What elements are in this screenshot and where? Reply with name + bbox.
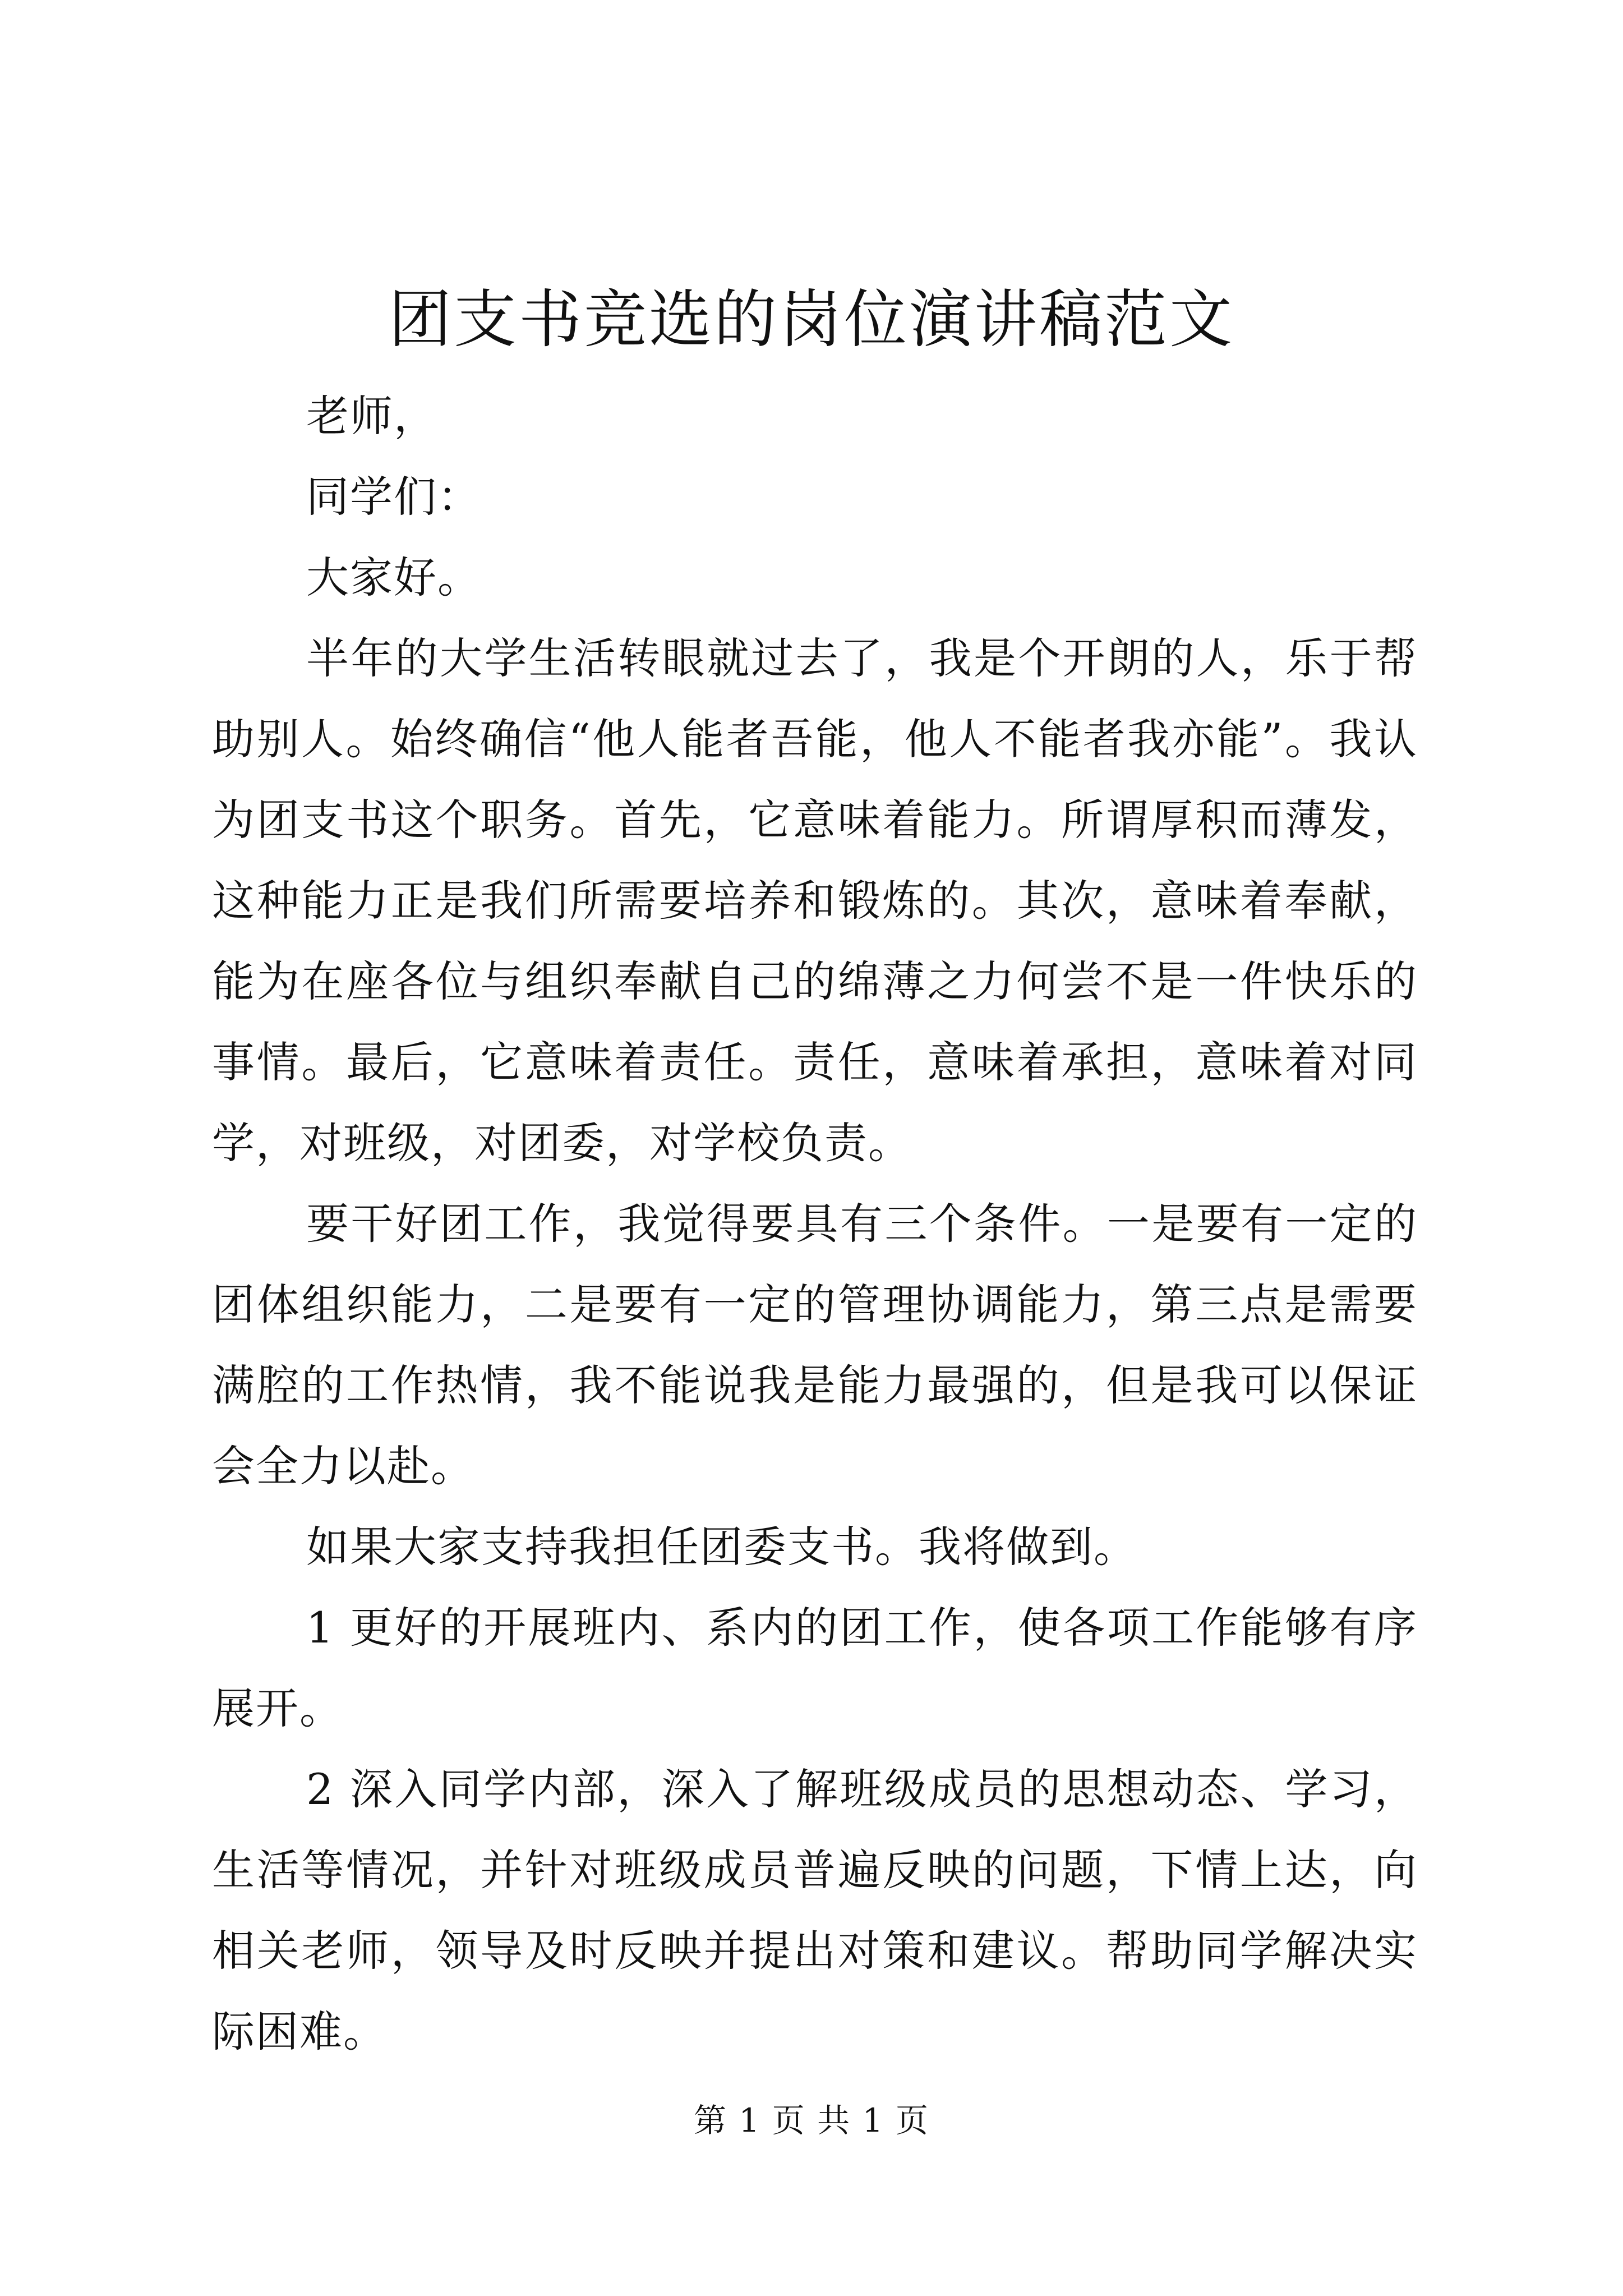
- greeting-everyone: 大家好。: [306, 553, 481, 602]
- document-body: [212, 376, 1418, 2072]
- paragraph-conditions: 要干好团工作，我觉得要具有三个条件。一是要有一定的团体组织能力，二是要有一定的管理协调能力，第三点是需要满腔的工作热情，我不能说我是能力最强的，但是我可以保证会全力以赴。: [212, 1199, 1418, 1491]
- greeting-classmates: 同学们：: [306, 472, 481, 522]
- pledge-item-2: 2 深入同学内部，深入了解班级成员的思想动态、学习，生活等情况，并针对班级成员普遍反映的问题，下情上达，向相关老师，领导及时反映并提出对策和建议。帮助同学解决实际困难。: [212, 1764, 1418, 2056]
- paragraph-pledge: 如果大家支持我担任团委支书。我将做到。: [306, 1522, 1137, 1572]
- page-footer: 第 1 页 共 1 页: [694, 2101, 929, 2139]
- greeting-teachers: 老师，: [306, 391, 437, 441]
- pledge-item-1: 1 更好的开展班内、系内的团工作，使各项工作能够有序展开。: [212, 1603, 1418, 1733]
- document-title: 团支书竞选的岗位演讲稿范文: [389, 283, 1234, 356]
- paragraph-intro: 半年的大学生活转眼就过去了，我是个开朗的人，乐于帮助别人。始终确信“他人能者吾能，他人不能者我亦能”。我认为团支书这个职务。首先，它意味着能力。所谓厚积而薄发，这种能力正是我们所需要培养和锻炼的。其次，意味着奉献，能为在座各位与组织奉献自己的绵薄之力何尝不是一件快乐的事情。最后，它意味着责任。责任，意味着承担，意味着对同学，对班级，对团委，对学校负责。: [212, 633, 1418, 1168]
